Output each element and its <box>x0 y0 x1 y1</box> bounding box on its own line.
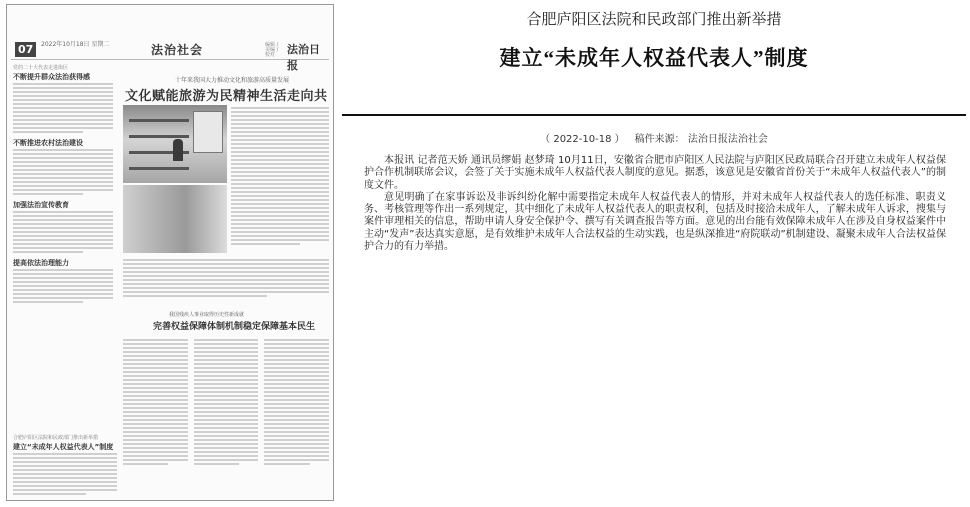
hero-title: 文化赋能旅游为民精神生活走向共 <box>125 89 328 104</box>
article-headline: 建立“未成年人权益代表人”制度 <box>499 46 809 70</box>
newspaper-logo: 法治日报 <box>287 43 320 72</box>
left-item-head: 不断推进农村法治建设 <box>13 139 83 147</box>
hero-kicker: 十年来我国大力推动文化和旅游高质量发展 <box>175 77 290 84</box>
article-body <box>364 155 946 253</box>
lower-article-columns <box>123 335 329 473</box>
article-paragraph: 意见明确了在家事诉讼及非诉纠纷化解中需要指定未成年人权益代表人的情形，并对未成年人权益代表人的选任标准、职责义务、考核管理等作出一系列规定，其中细化了未成年人权益代表人的职责权利，包括及时接洽未成年人，了解未成年人诉求，搜集与案件审理相关的信息，帮助申请人身安全保护令、撰写有关调查报告等方面。意见的出台能有效保障未成年人在涉及自身权益案件中主动“发声”表达真实意愿，是有效维护未成年人合法权益的生动实践，也是纵深推进“府院联动”机制建设、凝聚未成年人合法权益保护合力的有力举措。 <box>364 191 946 253</box>
bottom-item-kicker: 合肥庐阳区法院和民政部门推出新举措 <box>13 435 99 441</box>
article-paragraph: 本报讯 记者范天娇 通讯员缪娟 赵梦琦 10月11日，安徽省合肥市庐阳区人民法院与庐阳区民政局联合召开建立未成年人权益保护合作机制联席会议，会签了关于实施未成年人权益代表人制度的意见。据悉，该意见是安徽省首份关于“未成年人权益代表人”的制度文件。 <box>364 155 946 191</box>
article-source: 稿件来源： 法治日报法治社会 <box>634 134 768 145</box>
headline-divider <box>342 114 966 116</box>
left-news-column <box>13 65 113 309</box>
highlighted-article-snippet[interactable] <box>13 435 117 501</box>
left-item-head: 不断提升群众法治获得感 <box>13 73 90 81</box>
section-name: 法治社会 <box>151 43 204 57</box>
secondary-photo <box>123 185 227 253</box>
article <box>342 0 966 507</box>
logo-side-text: 编辑 / 美编 / 校对 <box>265 42 279 58</box>
left-item-head: 提高依法治理能力 <box>13 259 69 267</box>
hero-body-text <box>123 257 329 303</box>
library-photo <box>123 105 227 183</box>
lower-kicker: 我国残疾人事业取得历史性新成就 <box>169 312 245 318</box>
article-meta <box>342 130 966 145</box>
newspaper-page-image[interactable] <box>6 4 334 501</box>
page-number: 07 <box>15 42 36 57</box>
left-item-kicker: 党的二十大代表走进街区 <box>13 65 69 71</box>
article-subtitle: 合肥庐阳区法院和民政部门推出新举措 <box>526 12 782 28</box>
article-date: （ 2022-10-18 ） <box>540 134 625 145</box>
lower-title: 完善权益保障体制机制稳定保障基本民生 <box>153 322 316 332</box>
middle-text-column <box>231 105 329 251</box>
left-item-head: 加强法治宣传教育 <box>13 201 69 209</box>
bottom-item-head: 建立“未成年人权益代表人”制度 <box>13 443 114 451</box>
page-date: 2022年10月18日 星期二 <box>41 41 110 48</box>
